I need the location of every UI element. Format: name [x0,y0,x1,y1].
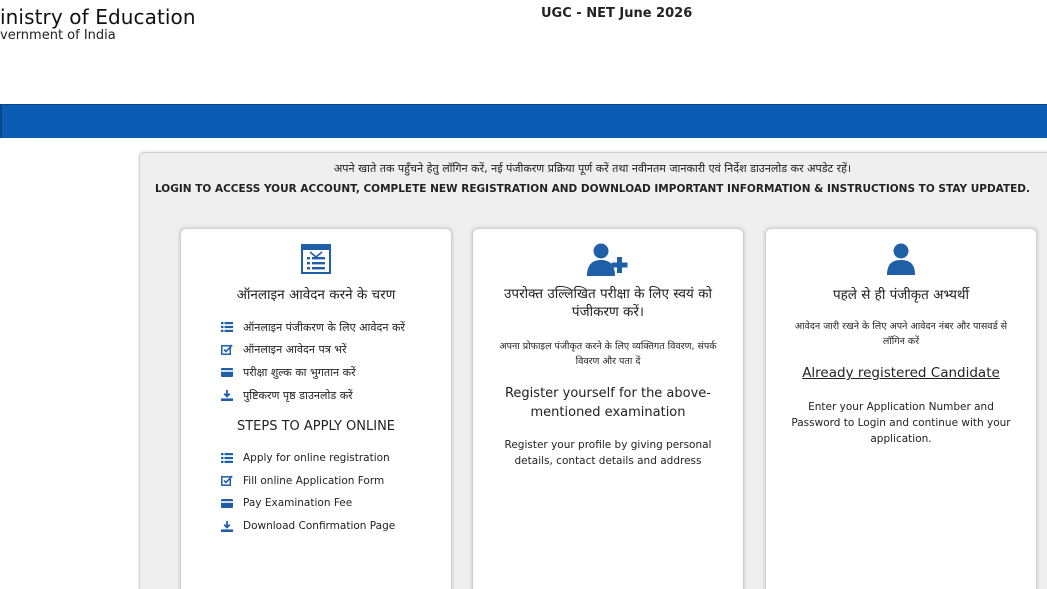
edit-checkbox-icon [221,344,243,355]
step-label: Pay Examination Fee [243,497,353,510]
list-icon [221,322,243,332]
notice-english: LOGIN TO ACCESS YOUR ACCOUNT, COMPLETE NEW REGISTRATION AND DOWNLOAD IMPORTANT INFORMATION & INSTRUCTIONS TO STAY UPDATED. [154,183,1031,195]
user-icon [887,243,915,279]
login-card [765,228,1037,589]
list-item [221,339,405,362]
register-description-english: Register your profile by giving personal details, contact details and address [504,439,712,467]
edit-checkbox-icon [221,475,243,486]
list-item [221,515,395,538]
download-icon [221,390,243,401]
register-card[interactable] [472,228,744,589]
step-label: परीक्षा शुल्क का भुगतान करें [243,365,356,379]
ministry-title: inistry of Education [0,5,196,29]
list-item [221,361,405,384]
list-icon [221,453,243,463]
navigation-bar [0,104,1047,138]
already-registered-link[interactable]: Already registered Candidate [802,365,1000,381]
login-heading-hindi: पहले से ही पंजीकृत अभ्यर्थी [832,287,970,303]
download-icon [221,521,243,532]
credit-card-icon [221,499,243,508]
step-label: Apply for online registration [243,452,390,465]
step-label: पुष्टिकरण पृष्ठ डाउनलोड करें [243,388,353,402]
step-label: Download Confirmation Page [243,520,396,533]
register-heading-hindi: उपरोक्त उल्लिखित परीक्षा के लिए स्वयं को पंजीकरण करें। [504,286,712,320]
credit-card-icon [221,368,243,377]
exam-title: UGC - NET June 2026 [541,6,693,21]
list-item [221,447,395,470]
list-item [221,316,405,339]
steps-list-english [221,447,395,537]
application-form-icon [300,243,332,279]
login-description-hindi: आवेदन जारी रखने के लिए अपने आवेदन नंबर और पासवर्ड से लॉगिन करें [794,321,1008,347]
list-item [221,384,405,407]
government-subtitle: vernment of India [0,28,116,43]
steps-heading-english: STEPS TO APPLY ONLINE [236,419,396,434]
step-label: ऑनलाइन आवेदन पत्र भरें [243,343,347,357]
steps-list-hindi [221,316,405,406]
steps-heading-hindi: ऑनलाइन आवेदन करने के चरण [236,287,396,303]
register-description-hindi: अपना प्रोफाइल पंजीकृत करने के लिए व्यक्तिगत विवरण, संपर्क विवरण और पता दें [499,341,717,367]
add-user-icon [587,243,631,281]
steps-card [180,228,452,589]
notice-hindi: अपने खाते तक पहुँचने हेतु लॉगिन करें, नई पंजीकरण प्रक्रिया पूर्ण करें तथा नवीनतम जानकारी एवं निर्देश डाउनलोड कर अपडेट रहें। [333,162,852,175]
register-heading-english[interactable]: Register yourself for the above-mentioned examination [504,386,711,420]
step-label: Fill online Application Form [243,474,385,487]
page-header [0,0,1047,104]
login-description-english: Enter your Application Number and Password to Login and continue with your application. [791,401,1011,445]
list-item [221,470,395,493]
list-item [221,492,395,515]
step-label: ऑनलाइन पंजीकरण के लिए आवेदन करें [243,320,405,334]
